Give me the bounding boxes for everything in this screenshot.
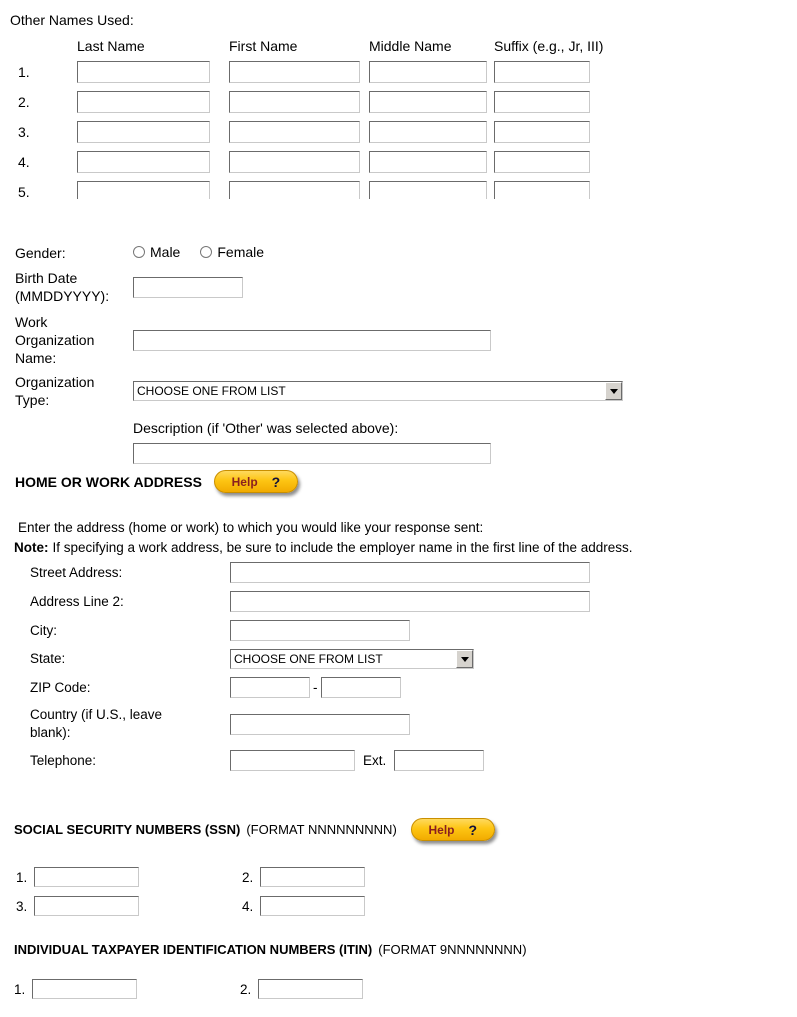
table-cell: [229, 181, 369, 199]
table-cell: [369, 151, 494, 181]
organization-type-selected-value: CHOOSE ONE FROM LIST: [137, 384, 286, 398]
zip-code-label: ZIP Code:: [30, 679, 91, 695]
table-cell: [77, 181, 229, 199]
address-intro-text: Enter the address (home or work) to which you would like your response sent:: [18, 520, 484, 535]
table-cell: [494, 121, 634, 151]
itin-item-2: [240, 979, 540, 999]
ssn-inputs-grid: [14, 867, 542, 916]
itin-format: (FORMAT 9NNNNNNNN): [378, 942, 527, 957]
address-heading-row: [15, 470, 298, 493]
gender-row: [15, 244, 755, 262]
row-number-4: 4.: [18, 154, 30, 170]
ssn-item-3: [16, 896, 242, 916]
col-header-last-name: Last Name: [77, 38, 145, 54]
country-label-line1: Country (if U.S., leave: [30, 707, 163, 722]
last-name-4-input[interactable]: [77, 151, 210, 173]
question-mark-icon: ?: [271, 473, 281, 490]
row-number-1: 1.: [18, 64, 30, 80]
last-name-3-input[interactable]: [77, 121, 210, 143]
telephone-ext-input[interactable]: [394, 750, 484, 771]
state-label: State:: [30, 651, 66, 666]
table-cell: [494, 91, 634, 121]
gender-male-option: [133, 244, 180, 260]
city-input[interactable]: [230, 620, 410, 641]
city-label: City:: [30, 622, 57, 638]
organization-type-select[interactable]: [133, 381, 623, 401]
table-cell: [369, 121, 494, 151]
ssn-2-input[interactable]: [260, 867, 365, 887]
state-row: [30, 649, 590, 669]
address-line2-label: Address Line 2:: [30, 593, 124, 609]
ext-label: Ext.: [363, 753, 387, 768]
note-label: Note:: [14, 540, 49, 555]
other-names-rows-clip: [10, 61, 634, 199]
address-line2-input[interactable]: [230, 591, 590, 612]
table-cell: [77, 91, 229, 121]
zip-code-row: [30, 677, 590, 698]
table-cell: [229, 61, 369, 91]
gender-female-option: [200, 244, 264, 260]
ssn-number-3: 3.: [16, 898, 28, 914]
org-type-label-line1: Organization: [15, 374, 95, 390]
ssn-1-input[interactable]: [34, 867, 139, 887]
gender-label: Gender:: [15, 245, 66, 261]
first-name-5-input[interactable]: [229, 181, 360, 199]
telephone-input[interactable]: [230, 750, 355, 771]
ssn-3-input[interactable]: [34, 896, 139, 916]
work-organization-name-input[interactable]: [133, 330, 491, 351]
last-name-2-input[interactable]: [77, 91, 210, 113]
organization-type-row: [15, 373, 755, 409]
address-line2-row: [30, 591, 590, 612]
street-address-input[interactable]: [230, 562, 590, 583]
suffix-3-input[interactable]: [494, 121, 590, 143]
note-text: If specifying a work address, be sure to include the employer name in the first line of the address.: [52, 540, 633, 555]
ssn-heading-row: [14, 818, 542, 841]
country-input[interactable]: [230, 714, 410, 735]
personal-details-section: [15, 244, 755, 464]
itin-item-1: [14, 979, 240, 999]
city-row: [30, 620, 590, 641]
help-button-label: Help: [428, 822, 455, 837]
question-mark-icon: ?: [468, 821, 478, 838]
birth-date-input[interactable]: [133, 277, 243, 298]
street-address-row: [30, 562, 590, 583]
dropdown-arrow-button: [605, 382, 622, 400]
other-names-header-row: [10, 38, 634, 54]
table-cell: [369, 91, 494, 121]
last-name-5-input[interactable]: [77, 181, 210, 199]
gender-male-radio[interactable]: [133, 246, 145, 258]
ssn-number-2: 2.: [242, 869, 254, 885]
table-cell: [229, 121, 369, 151]
zip-code-input[interactable]: [230, 677, 310, 698]
itin-1-input[interactable]: [32, 979, 137, 999]
table-cell: [229, 151, 369, 181]
description-block: [133, 420, 755, 464]
country-row: [30, 706, 590, 742]
row-number-3: 3.: [18, 124, 30, 140]
ssn-4-input[interactable]: [260, 896, 365, 916]
table-cell: [369, 61, 494, 91]
work-org-label-line2: Organization: [15, 332, 95, 348]
country-label-line2: blank):: [30, 725, 71, 740]
country-label: [30, 706, 230, 742]
ssn-item-1: [16, 867, 242, 887]
first-name-1-input[interactable]: [229, 61, 360, 83]
gender-female-radio[interactable]: [200, 246, 212, 258]
col-header-middle-name: Middle Name: [369, 38, 452, 54]
ssn-heading: SOCIAL SECURITY NUMBERS (SSN): [14, 822, 241, 837]
other-names-title: Other Names Used:: [10, 12, 134, 28]
header-spacer: [10, 38, 77, 54]
gender-female-label: Female: [217, 244, 265, 260]
suffix-4-input[interactable]: [494, 151, 590, 173]
gender-radio-group: [133, 244, 284, 260]
table-cell: [369, 181, 494, 199]
address-fields-section: [30, 562, 590, 779]
itin-section: [14, 942, 540, 999]
birth-date-label-line2: (MMDDYYYY):: [15, 288, 110, 304]
itin-number-1: 1.: [14, 981, 26, 997]
ssn-section: [14, 818, 542, 916]
first-name-2-input[interactable]: [229, 91, 360, 113]
work-org-label-line3: Name:: [15, 350, 57, 366]
dropdown-arrow-button: [456, 650, 473, 668]
organization-type-label: [15, 373, 133, 409]
state-select[interactable]: [230, 649, 474, 669]
row-number-5: 5.: [18, 184, 30, 199]
itin-inputs-grid: [14, 979, 540, 999]
table-cell: [77, 61, 229, 91]
table-cell: [494, 151, 634, 181]
middle-name-4-input[interactable]: [369, 151, 487, 173]
table-cell: [229, 91, 369, 121]
address-note: [14, 540, 633, 555]
other-names-section: [10, 12, 634, 199]
suffix-2-input[interactable]: [494, 91, 590, 113]
first-name-4-input[interactable]: [229, 151, 360, 173]
ssn-number-1: 1.: [16, 869, 28, 885]
chevron-down-icon: [461, 657, 469, 662]
middle-name-1-input[interactable]: [369, 61, 487, 83]
work-organization-label: [15, 313, 133, 367]
ssn-format: (FORMAT NNNNNNNNN): [246, 822, 397, 837]
middle-name-3-input[interactable]: [369, 121, 487, 143]
description-input[interactable]: [133, 443, 491, 464]
zip-separator: -: [313, 680, 318, 695]
col-header-suffix: Suffix (e.g., Jr, III): [494, 38, 604, 54]
row-number-2: 2.: [18, 94, 30, 110]
first-name-3-input[interactable]: [229, 121, 360, 143]
suffix-1-input[interactable]: [494, 61, 590, 83]
chevron-down-icon: [610, 389, 618, 394]
ssn-item-2: [242, 867, 542, 887]
middle-name-2-input[interactable]: [369, 91, 487, 113]
state-selected-value: CHOOSE ONE FROM LIST: [234, 652, 383, 666]
other-names-table: [10, 61, 634, 199]
street-address-label: Street Address:: [30, 564, 123, 580]
table-cell: [77, 151, 229, 181]
description-label: Description (if 'Other' was selected above):: [133, 420, 399, 436]
itin-heading: INDIVIDUAL TAXPAYER IDENTIFICATION NUMBERS (ITIN): [14, 942, 373, 957]
birth-date-row: [15, 269, 755, 305]
suffix-5-input[interactable]: [494, 181, 590, 199]
birth-date-label: [15, 269, 133, 305]
ssn-number-4: 4.: [242, 898, 254, 914]
work-organization-row: [15, 313, 755, 367]
org-type-label-line2: Type:: [15, 392, 50, 408]
gender-male-label: Male: [150, 244, 181, 260]
telephone-row: [30, 750, 590, 771]
itin-2-input[interactable]: [258, 979, 363, 999]
zip-plus4-input[interactable]: [321, 677, 401, 698]
help-button-label: Help: [231, 474, 258, 489]
table-cell: [494, 181, 634, 199]
address-help-button[interactable]: [214, 470, 298, 493]
address-heading: HOME OR WORK ADDRESS: [15, 473, 202, 490]
last-name-1-input[interactable]: [77, 61, 210, 83]
telephone-label: Telephone:: [30, 752, 97, 768]
table-cell: [77, 121, 229, 151]
itin-number-2: 2.: [240, 981, 252, 997]
work-org-label-line1: Work: [15, 314, 48, 330]
col-header-first-name: First Name: [229, 38, 298, 54]
middle-name-5-input[interactable]: [369, 181, 487, 199]
ssn-item-4: [242, 896, 542, 916]
ssn-help-button[interactable]: [411, 818, 495, 841]
itin-heading-row: [14, 942, 540, 957]
table-cell: [494, 61, 634, 91]
birth-date-label-line1: Birth Date: [15, 270, 78, 286]
